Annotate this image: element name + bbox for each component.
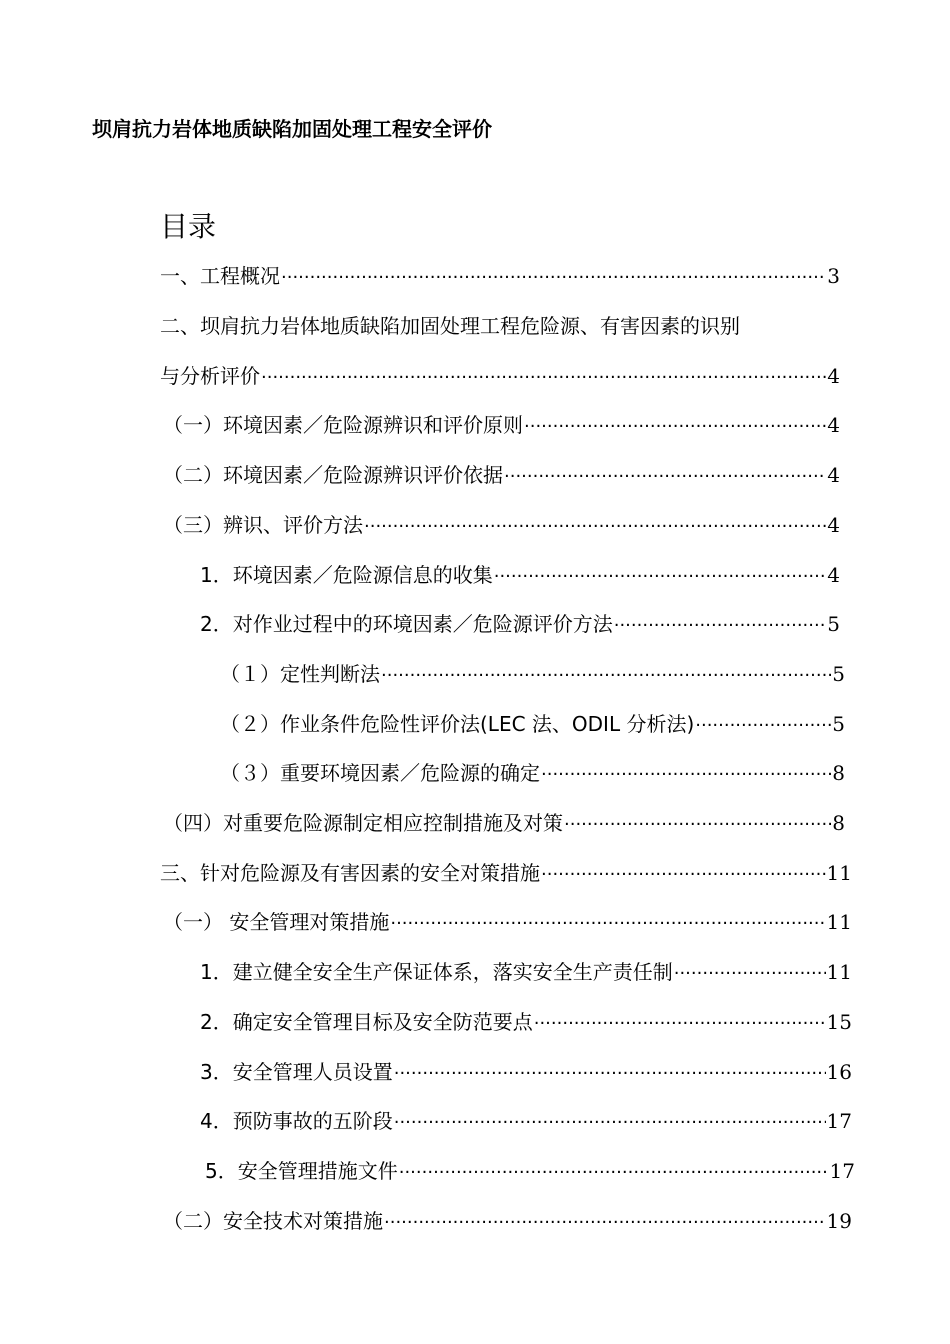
toc-entry-text: （２）作业条件危险性评价法(LEC 法、ODIL 分析法): [220, 712, 695, 736]
toc-entry-text: 5．安全管理措施文件: [205, 1159, 398, 1183]
toc-entry[interactable]: [220, 660, 845, 688]
toc-entry-page: 11: [826, 960, 852, 984]
toc-entry-text: （二）安全技术对策措施: [163, 1209, 383, 1233]
toc-entry-text: 二、坝肩抗力岩体地质缺陷加固处理工程危险源、有害因素的识别: [160, 314, 740, 338]
toc-entry[interactable]: [200, 561, 840, 589]
toc-leader-dots: [534, 1010, 826, 1038]
toc-entry-page: 11: [826, 910, 852, 934]
toc-leader-dots: [614, 612, 827, 640]
toc-entry-text: 3．安全管理人员设置: [200, 1060, 393, 1084]
toc-entry-text: 2．对作业过程中的环境因素／危险源评价方法: [200, 612, 613, 636]
toc-entry[interactable]: [200, 1008, 852, 1036]
toc-entry[interactable]: [200, 958, 852, 986]
toc-entry-text: （四）对重要危险源制定相应控制措施及对策: [163, 811, 563, 835]
toc-entry-page: 4: [827, 364, 840, 388]
toc-leader-dots: [261, 364, 826, 392]
toc-leader-dots: [390, 910, 825, 938]
toc-entry-page: 15: [826, 1010, 852, 1034]
toc-leader-dots: [494, 563, 827, 591]
toc-entry-text: （三）辨识、评价方法: [163, 513, 363, 537]
toc-leader-dots: [364, 513, 826, 541]
toc-entry-page: 8: [832, 761, 845, 785]
toc-leader-dots: [394, 1109, 826, 1137]
toc-entry[interactable]: [200, 1058, 852, 1086]
toc-leader-dots: [674, 960, 826, 988]
toc-entry-page: 5: [832, 662, 845, 686]
toc-entry[interactable]: [160, 262, 840, 290]
toc-entry[interactable]: [160, 362, 840, 390]
toc-entry[interactable]: [200, 610, 840, 638]
toc-entry[interactable]: [163, 908, 852, 936]
toc-leader-dots: [541, 761, 831, 789]
toc-entry-text: 三、针对危险源及有害因素的安全对策措施: [160, 861, 540, 885]
toc-leader-dots: [394, 1060, 826, 1088]
toc-entry-text: （３）重要环境因素／危险源的确定: [220, 761, 540, 785]
toc-entry-page: 16: [826, 1060, 852, 1084]
toc-entry-page: 11: [826, 861, 852, 885]
toc-entry-page: 4: [827, 463, 840, 487]
toc-entry[interactable]: [160, 312, 860, 340]
toc-entry-page: 17: [826, 1109, 852, 1133]
toc-entry[interactable]: [163, 411, 840, 439]
toc-entry-page: 5: [832, 712, 845, 736]
toc-leader-dots: [695, 712, 831, 740]
toc-entry-text: 2．确定安全管理目标及安全防范要点: [200, 1010, 533, 1034]
toc-entry-page: 3: [827, 264, 840, 288]
toc-leader-dots: [564, 811, 831, 839]
toc-entry[interactable]: [205, 1157, 855, 1185]
toc-entry-page: 17: [829, 1159, 855, 1183]
toc-entry-text: （一） 安全管理对策措施: [163, 910, 390, 934]
toc-entry[interactable]: [220, 710, 845, 738]
document-title: 坝肩抗力岩体地质缺陷加固处理工程安全评价: [92, 117, 492, 141]
toc-entry[interactable]: [220, 759, 845, 787]
toc-leader-dots: [381, 662, 831, 690]
toc-leader-dots: [504, 463, 826, 491]
toc-entry-text: （一）环境因素／危险源辨识和评价原则: [163, 413, 523, 437]
toc-entry-page: 8: [832, 811, 845, 835]
toc-entry[interactable]: [200, 1107, 852, 1135]
toc-entry-page: 19: [826, 1209, 852, 1233]
toc-entry[interactable]: [163, 461, 840, 489]
toc-leader-dots: [541, 861, 826, 889]
toc-entry-page: 4: [827, 413, 840, 437]
toc-entry-text: 与分析评价: [160, 364, 260, 388]
toc-leader-dots: [399, 1159, 829, 1187]
toc-entry-text: 1．建立健全安全生产保证体系，落实安全生产责任制: [200, 960, 673, 984]
toc-entry-page: 4: [827, 513, 840, 537]
toc-entry[interactable]: [163, 1207, 852, 1235]
toc-entry-text: 4．预防事故的五阶段: [200, 1109, 393, 1133]
toc-leader-dots: [524, 413, 826, 441]
toc-entry[interactable]: [160, 859, 852, 887]
toc-leader-dots: [384, 1209, 826, 1237]
toc-entry-page: 5: [827, 612, 840, 636]
toc-heading: 目录: [160, 210, 217, 243]
toc-entry[interactable]: [163, 809, 845, 837]
toc-entry-text: （１）定性判断法: [220, 662, 380, 686]
toc-entry-text: （二）环境因素／危险源辨识评价依据: [163, 463, 503, 487]
toc-entry-page: 4: [827, 563, 840, 587]
toc-entry-text: 1．环境因素／危险源信息的收集: [200, 563, 493, 587]
toc-entry-text: 一、工程概况: [160, 264, 280, 288]
toc-entry[interactable]: [163, 511, 840, 539]
toc-leader-dots: [281, 264, 826, 292]
